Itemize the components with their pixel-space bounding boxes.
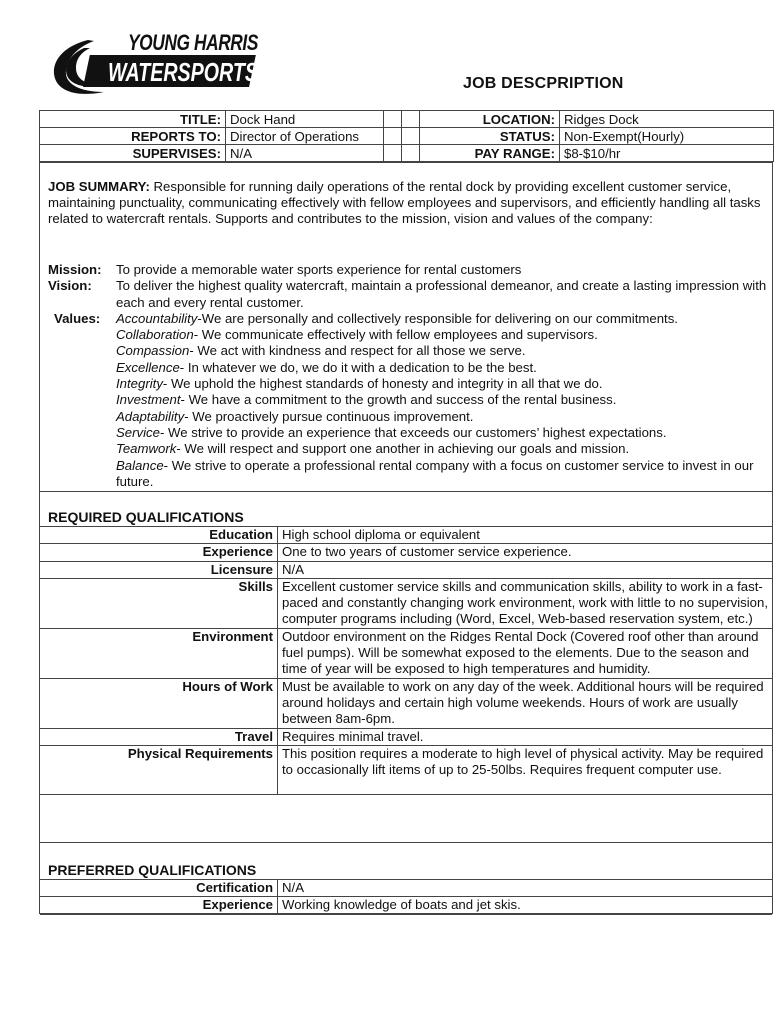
job-summary-section <box>39 162 773 491</box>
job-summary <box>48 179 764 228</box>
value-item: Excellence- In whatever we do, we do it with a dedication to be the best. <box>116 359 537 375</box>
table-row: Travel Requires minimal travel. <box>40 728 772 745</box>
table-row: Hours of Work Must be available to work on any day of the week. Additional hours will be required around holidays and certain high volume weekends. Hours of work are usually between 8am-6pm. <box>40 678 772 728</box>
location-value: Ridges Dock <box>560 111 774 128</box>
values-label: Values: <box>54 310 101 326</box>
location-label: LOCATION: <box>420 111 560 128</box>
value-item: Compassion- We act with kindness and respect for all those we serve. <box>116 343 526 359</box>
document-title: JOB DESCPRIPTION <box>463 75 624 92</box>
mission-row <box>48 262 768 278</box>
table-row: Education High school diploma or equivalent <box>40 527 772 544</box>
supervises-label: SUPERVISES: <box>40 145 226 162</box>
mission-vision-values <box>48 262 768 490</box>
required-qualifications-heading: REQUIRED QUALIFICATIONS <box>48 509 244 525</box>
company-logo <box>44 26 266 100</box>
table-row: Licensure N/A <box>40 561 772 578</box>
value-item: Balance- We strive to operate a professional rental company with a focus on customer service to invest in our future. <box>116 457 754 489</box>
preferred-qualifications-section <box>39 843 773 914</box>
logo-line1: YOUNG HARRIS <box>128 30 259 55</box>
required-qualifications-table <box>40 526 772 795</box>
table-row: Experience One to two years of customer service experience. <box>40 544 772 561</box>
table-row: Physical Requirements This position requires a moderate to high level of physical activity. May be required to occasionally lift items of up to 25-50lbs. Requires frequent computer use. <box>40 745 772 795</box>
job-summary-text: Responsible for running daily operations of the rental dock by providing excellent customer service, maintaining punctuality, communicating effectively with fellow employees and supervisors, and efficiently handling all tasks related to watercraft rentals. Supports and contributes to the mission, vision and values of the company: <box>48 179 761 227</box>
logo-line2: WATERSPORTS <box>108 57 259 87</box>
pay-range-value: $8-$10/hr <box>560 145 774 162</box>
status-value: Non-Exempt(Hourly) <box>560 128 774 145</box>
value-item: Collaboration- We communicate effectively with fellow employees and supervisors. <box>116 327 598 343</box>
value-item: Adaptability- We proactively pursue continuous improvement. <box>116 408 474 424</box>
job-summary-label: JOB SUMMARY: <box>48 179 150 194</box>
preferred-qualifications-table <box>40 879 772 915</box>
value-item: Service- We strive to provide an experience that exceeds our customers’ highest expectations. <box>116 424 667 440</box>
table-row: Certification N/A <box>40 880 772 897</box>
required-qualifications-section <box>39 491 773 843</box>
mission-label: Mission: <box>48 262 102 277</box>
mission-text: To provide a memorable water sports experience for rental customers <box>116 262 522 277</box>
job-header-grid <box>39 110 773 162</box>
value-item: Integrity- We uphold the highest standards of honesty and integrity in all that we do. <box>116 376 603 392</box>
table-row: Skills Excellent customer service skills and communication skills, ability to work in a fast-paced and constantly changing work environment, work with little to no supervision, computer programs including (Word, Excel, Web-based reservation system, etc.) <box>40 578 772 628</box>
reports-to-value: Director of Operations <box>226 128 384 145</box>
vision-text: To deliver the highest quality watercraft, maintain a professional demeanor, and create a lasting impression with each and every rental customer. <box>116 278 767 310</box>
values-list <box>116 311 768 490</box>
status-label: STATUS: <box>420 128 560 145</box>
table-row: Experience Working knowledge of boats and jet skis. <box>40 897 772 914</box>
reports-to-label: REPORTS TO: <box>40 128 226 145</box>
title-label: TITLE: <box>40 111 226 128</box>
table-row: Environment Outdoor environment on the Ridges Rental Dock (Covered roof other than around fuel pumps). Will be somewhat exposed to the elements. Due to the season and time of year will be exposed to high temperatures and humidity. <box>40 628 772 678</box>
value-item: Teamwork- We will respect and support one another in achieving our goals and mission. <box>116 441 630 457</box>
vision-row <box>48 278 768 311</box>
value-item: Investment- We have a commitment to the growth and success of the rental business. <box>116 392 617 408</box>
value-item: Accountability-We are personally and collectively responsible for delivering on our commitments. <box>116 310 678 326</box>
vision-label: Vision: <box>48 278 92 294</box>
pay-range-label: PAY RANGE: <box>420 145 560 162</box>
title-value: Dock Hand <box>226 111 384 128</box>
supervises-value: N/A <box>226 145 384 162</box>
preferred-qualifications-heading: PREFERRED QUALIFICATIONS <box>48 862 257 878</box>
